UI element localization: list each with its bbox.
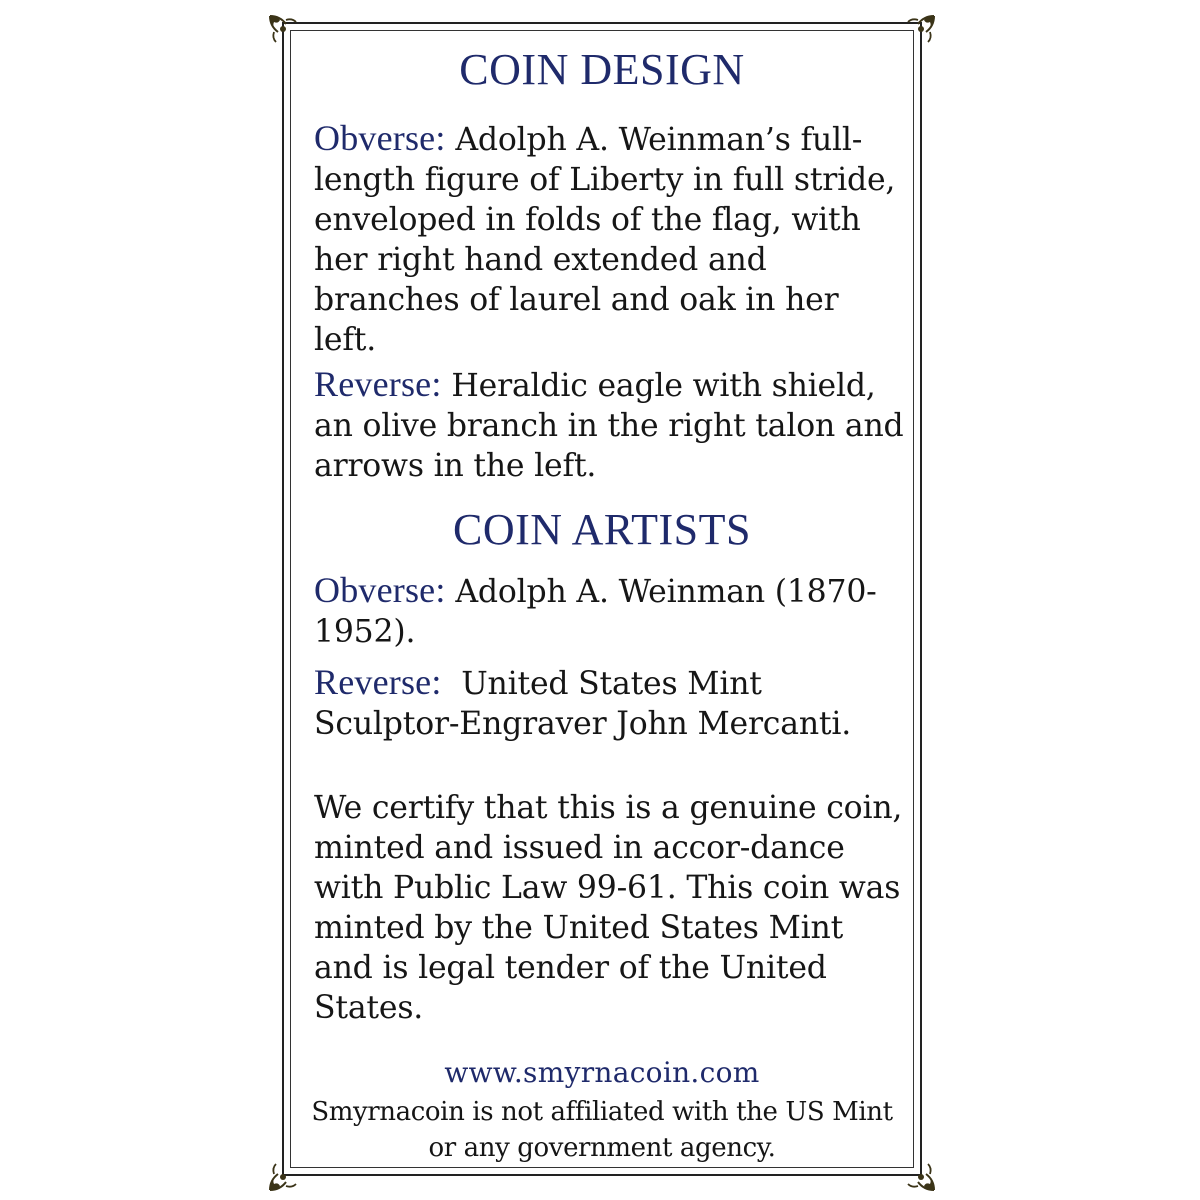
design-obverse-paragraph [314,118,904,360]
disclaimer-line: or any government agency. [428,1133,776,1163]
coin-artists-heading: COIN ARTISTS [453,505,751,554]
obverse-label: Obverse: [314,570,446,610]
artists-obverse-paragraph [314,570,904,652]
obverse-description: Adolph A. Weinman’s full-length figure of Liberty in full stride, enveloped in folds of the flag, with her right hand extended and branches of laurel and oak in her left. [314,122,896,358]
reverse-description: Heraldic eagle with shield, an olive branch in the right talon and arrows in the left. [314,368,904,484]
corner-ornament-icon [904,12,938,46]
reverse-label: Reverse: [314,364,442,404]
reverse-label: Reverse: [314,662,442,702]
certification-statement: We certify that this is a genuine coin, minted and issued in accor-dance with Public Law 99-61. This coin was minted by the United States Mint and is legal tender of the United States. [314,790,903,1026]
coin-design-heading: COIN DESIGN [459,45,745,94]
artists-reverse-paragraph [314,662,904,744]
obverse-artist: Adolph A. Weinman (1870-1952). [314,574,877,650]
reverse-artist: United States Mint Sculptor-Engraver John Mercanti. [314,666,852,742]
disclaimer [290,1094,914,1166]
obverse-label: Obverse: [314,118,446,158]
design-reverse-paragraph [314,364,904,486]
corner-ornament-icon [266,12,300,46]
disclaimer-line: Smyrnacoin is not affiliated with the US Mint [311,1097,893,1127]
website-link[interactable]: www.smyrnacoin.com [444,1056,760,1089]
